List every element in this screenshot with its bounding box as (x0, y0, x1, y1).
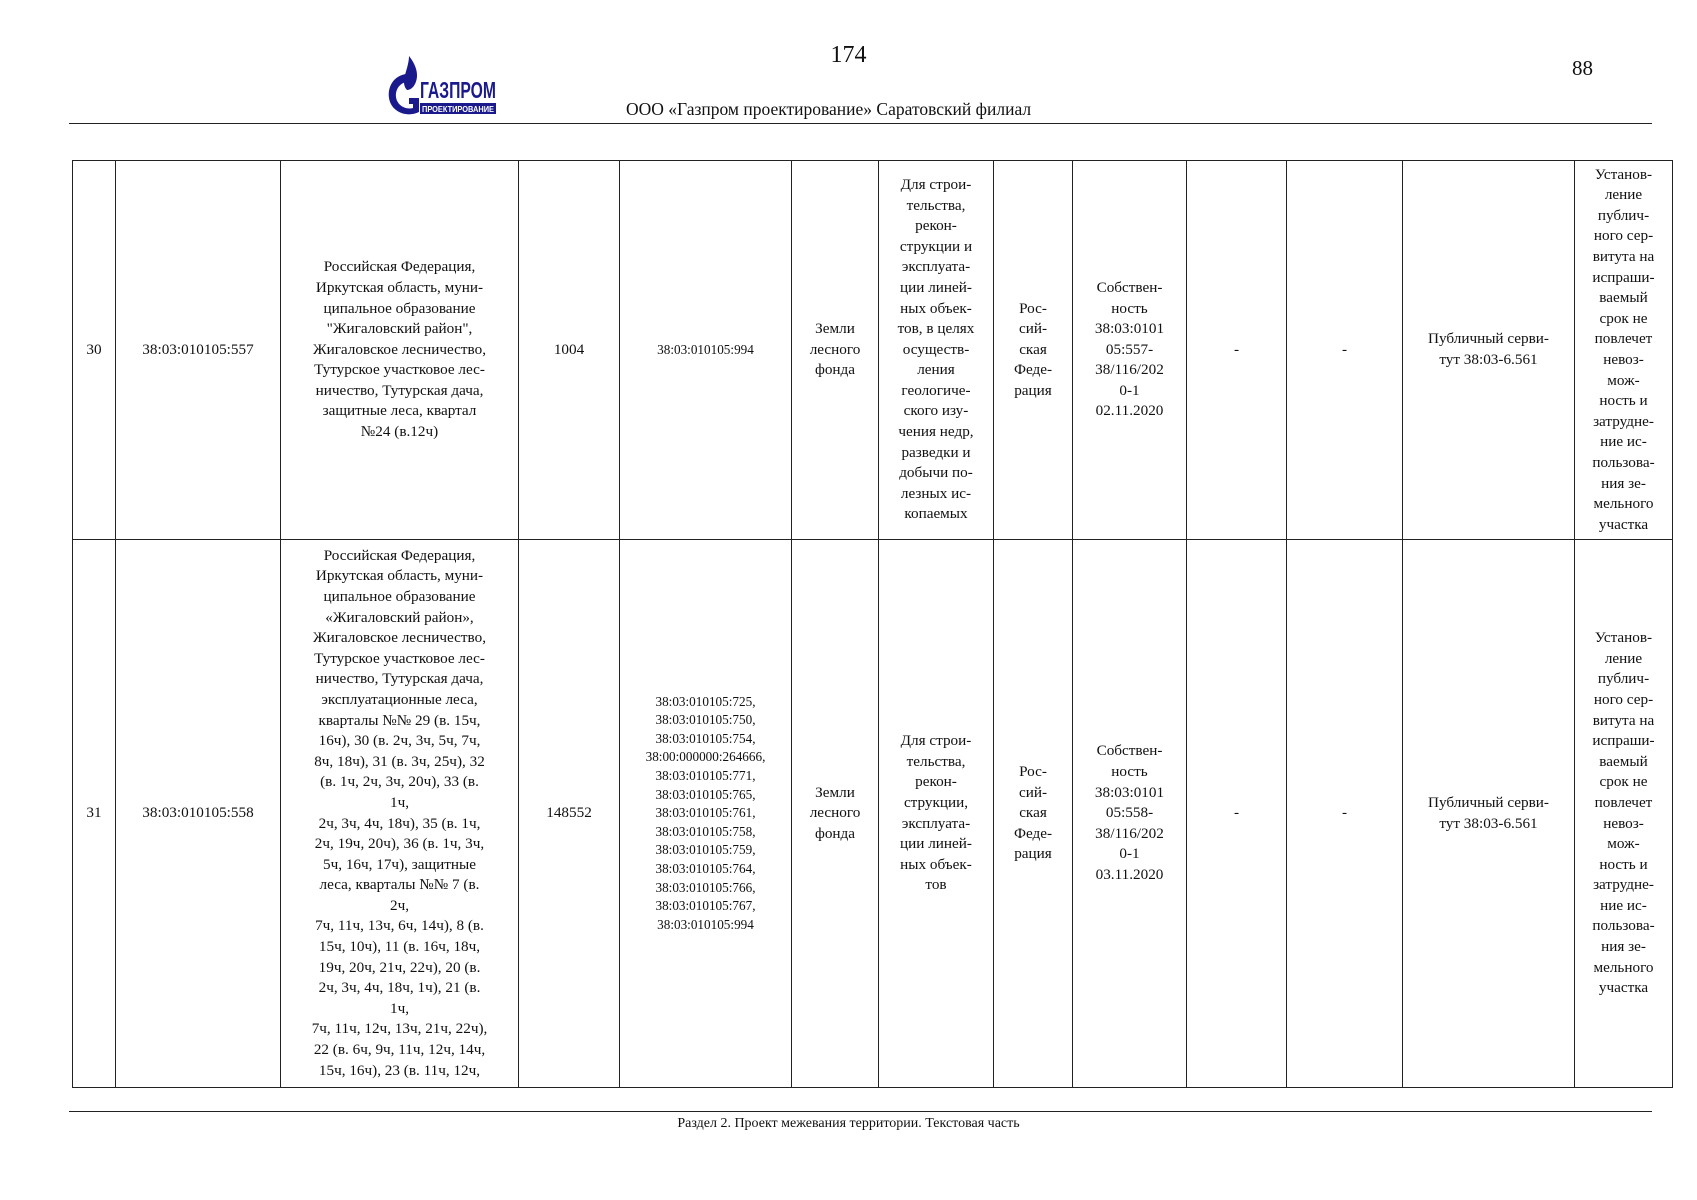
owner: Рос- сий- ская Феде- рация (994, 161, 1073, 540)
table-row (73, 540, 1673, 1088)
encumbrance: Публичный серви- тут 38:03-6.561 (1403, 161, 1575, 540)
plot-area: 1004 (519, 161, 620, 540)
footer-divider (69, 1111, 1652, 1112)
logo-name: ГАЗПРОМ (420, 77, 496, 103)
permitted-use: Для строи- тельства, рекон- струкции и эксплуата- ции линей- ных объек- тов, в целях осуществ- ления геологиче- ского изу- чения недр, разведки и добычи по- лезных ис- копаемых (879, 161, 994, 540)
empty-value: - (1287, 161, 1403, 540)
plot-address: Российская Федерация, Иркутская область, муни- ципальное образование "Жигаловский район", Жигаловское лесничество, Тутурское участковое лес- ничество, Тутурская дача, защитные леса, квартал №24 (в.12ч) (281, 161, 519, 540)
section-page-number: 174 (830, 42, 867, 68)
page-number: 88 (1572, 56, 1593, 80)
company-name: ООО «Газпром проектирование» Саратовский филиал (626, 99, 1032, 119)
row-number: 30 (73, 161, 116, 540)
owner: Рос- сий- ская Феде- рация (994, 540, 1073, 1088)
permitted-use: Для строи- тельства, рекон- струкции, эксплуата- ции линей- ных объек- тов (879, 540, 994, 1088)
justification: Установ- ление публич- ного сер- витута на испраши- ваемый срок не повлечет невоз- мож- ность и затрудне- ние ис- пользова- ния зе- мельного участка (1575, 540, 1673, 1088)
row-number: 31 (73, 540, 116, 1088)
footer-caption: Раздел 2. Проект межевания территории. Текстовая часть (677, 1116, 1020, 1131)
table-row (73, 161, 1673, 540)
plot-address: Российская Федерация, Иркутская область, муни- ципальное образование «Жигаловский район», Жигаловское лесничество, Тутурское участковое лес- ничество, Тутурская дача, эксплуатационные леса, кварталы №№ 29 (в. 15ч, 16ч), 30 (в. 2ч, 3ч, 5ч, 7ч, 8ч, 18ч), 31 (в. 3ч, 25ч), 32 (в. 1ч, 2ч, 3ч, 20ч), 33 (в. 1ч, 2ч, 3ч, 4ч, 18ч), 35 (в. 1ч, 2ч, 19ч, 20ч), 36 (в. 1ч, 3ч, 5ч, 16ч, 17ч), защитные леса, кварталы №№ 7 (в. 2ч, 7ч, 11ч, 13ч, 6ч, 14ч), 8 (в. 15ч, 10ч), 11 (в. 16ч, 18ч, 19ч, 20ч, 21ч, 22ч), 20 (в. 2ч, 3ч, 4ч, 18ч, 1ч), 21 (в. 1ч, 7ч, 11ч, 12ч, 13ч, 21ч, 22ч), 22 (в. 6ч, 9ч, 11ч, 12ч, 14ч, 15ч, 16ч), 23 (в. 11ч, 12ч, (281, 540, 519, 1088)
land-category: Земли лесного фонда (792, 161, 879, 540)
registered-right: Собствен- ность 38:03:0101 05:557- 38/116/202 0-1 02.11.2020 (1073, 161, 1187, 540)
land-category: Земли лесного фонда (792, 540, 879, 1088)
registered-right: Собствен- ность 38:03:0101 05:558- 38/116/202 0-1 03.11.2020 (1073, 540, 1187, 1088)
header-divider (69, 123, 1652, 124)
empty-value: - (1287, 540, 1403, 1088)
justification: Установ- ление публич- ного сер- витута на испраши- ваемый срок не повлечет невоз- мож- ность и затрудне- ние ис- пользова- ния зе- мельного участка (1575, 161, 1673, 540)
encumbrance: Публичный серви- тут 38:03-6.561 (1403, 540, 1575, 1088)
gazprom-logo (383, 54, 498, 120)
related-cadastral-numbers: 38:03:010105:725, 38:03:010105:750, 38:03:010105:754, 38:00:000000:264666, 38:03:010105:771, 38:03:010105:765, 38:03:010105:761, 38:03:010105:758, 38:03:010105:759, 38:03:010105:764, 38:03:010105:766, 38:03:010105:767, 38:03:010105:994 (620, 540, 792, 1088)
flame-icon (404, 56, 417, 90)
land-plots-table (72, 160, 1673, 1088)
logo-subtitle: ПРОЕКТИРОВАНИЕ (422, 105, 495, 114)
plot-area: 148552 (519, 540, 620, 1088)
cadastral-number: 38:03:010105:558 (116, 540, 281, 1088)
empty-value: - (1187, 161, 1287, 540)
cadastral-number: 38:03:010105:557 (116, 161, 281, 540)
empty-value: - (1187, 540, 1287, 1088)
related-cadastral-numbers: 38:03:010105:994 (620, 161, 792, 540)
